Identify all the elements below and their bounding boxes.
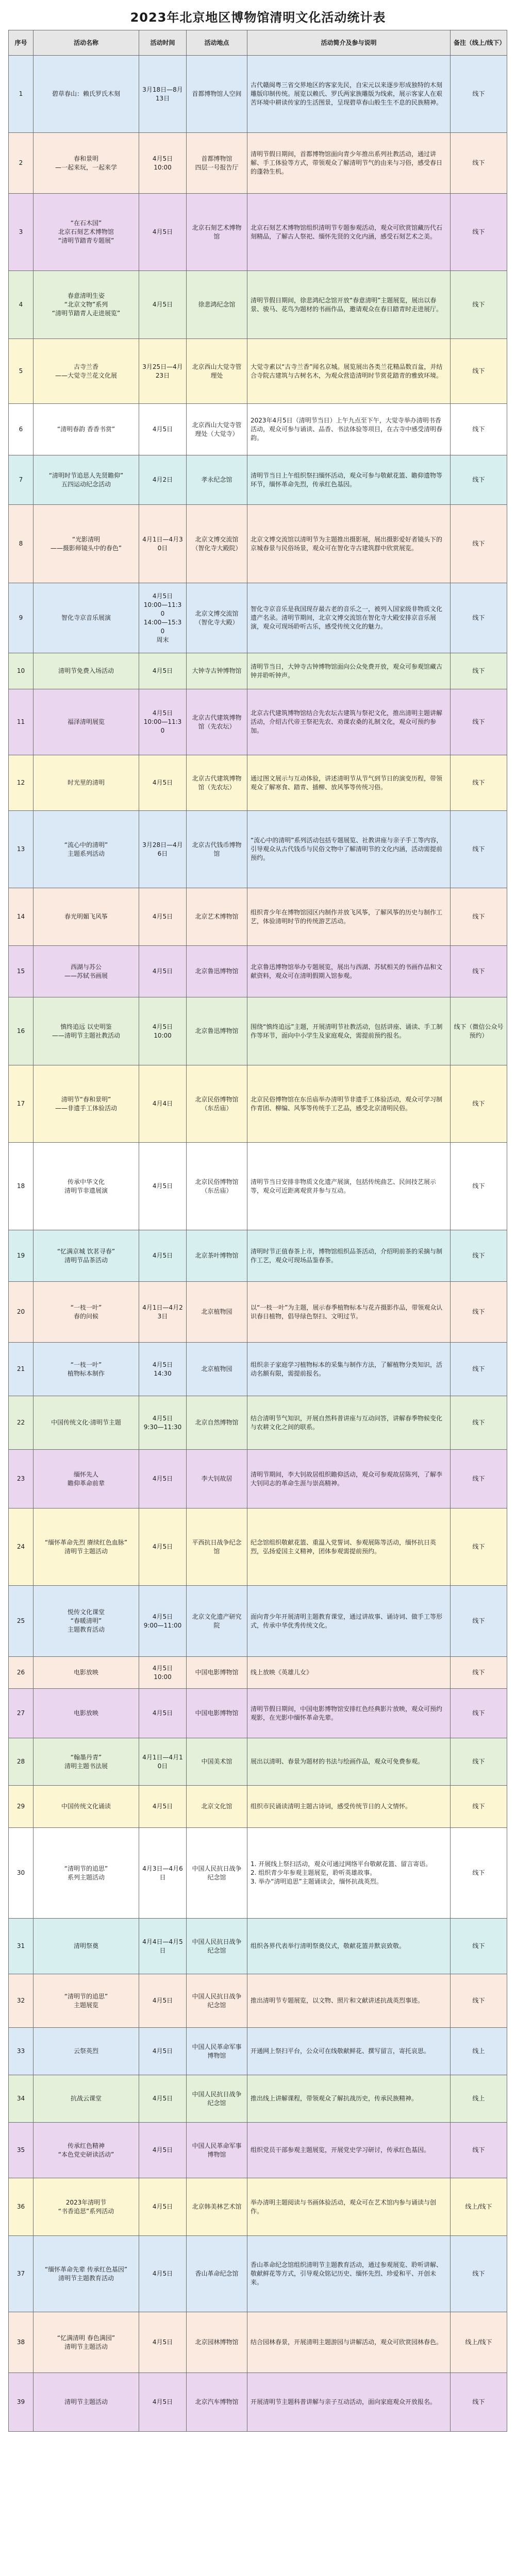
table-row xyxy=(9,1689,507,1738)
table-row xyxy=(9,811,507,888)
row-mode: 线下 xyxy=(451,1828,507,1919)
row-time: 4月5日 xyxy=(139,1786,187,1828)
row-mode: 线下 xyxy=(451,404,507,455)
row-no: 3 xyxy=(9,194,34,271)
row-place: 中国人民革命军事博物馆 xyxy=(187,2028,247,2075)
table-row xyxy=(9,2028,507,2075)
row-no: 22 xyxy=(9,1396,34,1450)
row-place: 北京鲁迅博物馆 xyxy=(187,946,247,997)
table-row xyxy=(9,56,507,133)
row-name: 抗战云课堂 xyxy=(34,2075,139,2123)
row-mode: 线下 xyxy=(451,1396,507,1450)
row-mode: 线下 xyxy=(451,1282,507,1343)
row-name: 传承中华文化 清明节非遗展演 xyxy=(34,1143,139,1230)
row-time: 4月1日—4月30日 xyxy=(139,505,187,583)
table-row xyxy=(9,133,507,194)
row-time: 4月5日 xyxy=(139,888,187,946)
row-desc: 线上放映《英雄儿女》 xyxy=(247,1657,451,1689)
row-mode: 线下 xyxy=(451,888,507,946)
table-row xyxy=(9,2312,507,2373)
row-desc: 推出清明节专题展览，以文物、照片和文献讲述抗战英烈事迹。 xyxy=(247,1974,451,2028)
row-no: 24 xyxy=(9,1509,34,1586)
row-mode: 线上 xyxy=(451,2028,507,2075)
row-no: 11 xyxy=(9,689,34,755)
row-time: 3月25日—4月23日 xyxy=(139,339,187,404)
row-name: 西湖与苏公 ——苏轼书画展 xyxy=(34,946,139,997)
row-name: 2023年清明节 “书香追思”系列活动 xyxy=(34,2178,139,2236)
row-mode: 线下 xyxy=(451,1065,507,1143)
row-mode: 线下 xyxy=(451,1143,507,1230)
row-time: 4月5日 xyxy=(139,2123,187,2178)
row-desc: 结合园林春景，开展清明主题游园与讲解活动，观众可欣赏园林春色。 xyxy=(247,2312,451,2373)
table-row xyxy=(9,1343,507,1396)
row-time: 4月3日—4月6日 xyxy=(139,1828,187,1919)
row-no: 26 xyxy=(9,1657,34,1689)
row-mode: 线下 xyxy=(451,1509,507,1586)
row-place: 中国电影博物馆 xyxy=(187,1657,247,1689)
header-place: 活动地点 xyxy=(187,30,247,56)
row-name: “清明节的追思” 主题展览 xyxy=(34,1974,139,2028)
row-time: 4月5日 xyxy=(139,2312,187,2373)
row-time: 4月5日 10:00—11:30 xyxy=(139,689,187,755)
row-no: 19 xyxy=(9,1230,34,1282)
row-desc: 清明节假日期间，首都博物馆面向青少年推出系列社教活动，通过讲解、手工体验等方式，带领观众了解清明节气的由来与习俗，感受春日的蓬勃生机。 xyxy=(247,133,451,194)
row-mode: 线下 xyxy=(451,1689,507,1738)
table-row xyxy=(9,997,507,1065)
table-row xyxy=(9,404,507,455)
row-place: 北京文博交流馆 （智化寺大殿） xyxy=(187,583,247,653)
row-no: 10 xyxy=(9,653,34,689)
row-name: “清明春韵 香香书赏” xyxy=(34,404,139,455)
row-no: 16 xyxy=(9,997,34,1065)
row-mode: 线下（微信公众号预约） xyxy=(451,997,507,1065)
row-mode: 线下 xyxy=(451,1343,507,1396)
header-desc: 活动简介及参与说明 xyxy=(247,30,451,56)
header-time: 活动时间 xyxy=(139,30,187,56)
row-name: “清明节的追思” 系列主题活动 xyxy=(34,1828,139,1919)
row-place: 北京民俗博物馆（东岳庙） xyxy=(187,1143,247,1230)
row-name: 春光明媚飞风筝 xyxy=(34,888,139,946)
row-time: 4月5日 xyxy=(139,653,187,689)
row-name: 春和景明 —一起来玩，一起来学 xyxy=(34,133,139,194)
row-no: 37 xyxy=(9,2236,34,2312)
row-desc: 面向青少年开展清明主题教育课堂，通过讲故事、诵诗词、做手工等形式，传承中华优秀传统文化。 xyxy=(247,1586,451,1657)
row-time: 4月5日 9:30—11:30 xyxy=(139,1396,187,1450)
row-desc: 通过图文展示与互动体验，讲述清明节从节气到节日的演变历程，带领观众了解寒食、踏青、插柳、放风筝等传统习俗。 xyxy=(247,755,451,811)
row-desc: 开展清明节主题科普讲解与亲子互动活动，面向家庭观众开放报名。 xyxy=(247,2373,451,2432)
row-time: 4月5日 xyxy=(139,2236,187,2312)
row-place: 中国人民抗日战争纪念馆 xyxy=(187,2075,247,2123)
row-desc: 清明节期间，李大钊故居组织瞻仰活动，观众可参观故居陈列，了解李大钊同志的革命生涯与崇高精神。 xyxy=(247,1450,451,1509)
row-name: 缅怀先人 瞻仰革命前辈 xyxy=(34,1450,139,1509)
row-place: 北京古代建筑博物馆（先农坛） xyxy=(187,689,247,755)
table-row xyxy=(9,194,507,271)
table-row xyxy=(9,1974,507,2028)
row-name: “光影清明 ——摄影师镜头中的春色” xyxy=(34,505,139,583)
table-row xyxy=(9,888,507,946)
row-no: 9 xyxy=(9,583,34,653)
table-row xyxy=(9,1450,507,1509)
row-time: 4月2日 xyxy=(139,455,187,505)
row-time: 4月5日 xyxy=(139,1689,187,1738)
row-mode: 线下 xyxy=(451,755,507,811)
row-place: 中国人民抗日战争纪念馆 xyxy=(187,1974,247,2028)
row-time: 4月5日 10:00 xyxy=(139,1657,187,1689)
row-time: 3月28日—4月6日 xyxy=(139,811,187,888)
row-place: 平西抗日战争纪念馆 xyxy=(187,1509,247,1586)
activity-table xyxy=(8,30,507,2432)
row-name: 福泽清明展览 xyxy=(34,689,139,755)
row-no: 17 xyxy=(9,1065,34,1143)
row-mode: 线上/线下 xyxy=(451,2178,507,2236)
row-place: 北京民俗博物馆（东岳庙） xyxy=(187,1065,247,1143)
row-time: 4月5日 xyxy=(139,404,187,455)
row-desc: 组织青少年在博物馆园区内制作并放飞风筝，了解风筝的历史与制作工艺，体验清明时节的传统游艺活动。 xyxy=(247,888,451,946)
row-place: 北京西山大觉寺管理处 xyxy=(187,339,247,404)
row-place: 中国美术馆 xyxy=(187,1738,247,1786)
row-mode: 线下 xyxy=(451,1450,507,1509)
row-mode: 线下 xyxy=(451,946,507,997)
row-mode: 线上 xyxy=(451,2075,507,2123)
row-desc: 清明节当日上午组织祭扫缅怀活动，观众可参与敬献花篮、瞻仰遗物等环节，缅怀革命先烈，传承红色基因。 xyxy=(247,455,451,505)
table-row xyxy=(9,653,507,689)
row-desc: 北京文博交流馆以清明节为主题推出摄影展，展出摄影爱好者镜头下的京城春景与民俗场景，观众可在智化寺古建筑群中欣赏展览。 xyxy=(247,505,451,583)
row-place: 北京文化馆 xyxy=(187,1786,247,1828)
table-row xyxy=(9,1657,507,1689)
row-desc: 组织各界代表举行清明祭奠仪式，敬献花篮并默哀致敬。 xyxy=(247,1919,451,1974)
row-desc: 开通网上祭扫平台，公众可在线敬献鲜花、撰写留言，寄托哀思。 xyxy=(247,2028,451,2075)
row-mode: 线下 xyxy=(451,653,507,689)
row-place: 徐悲鸿纪念馆 xyxy=(187,271,247,339)
row-place: 北京植物园 xyxy=(187,1282,247,1343)
row-mode: 线下 xyxy=(451,2236,507,2312)
row-name: 清明节主题活动 xyxy=(34,2373,139,2432)
row-no: 13 xyxy=(9,811,34,888)
row-no: 2 xyxy=(9,133,34,194)
row-name: 清明节免费入场活动 xyxy=(34,653,139,689)
row-time: 4月4日—4月5日 xyxy=(139,1919,187,1974)
row-name: “一枝一叶” 春的问候 xyxy=(34,1282,139,1343)
table-row xyxy=(9,1738,507,1786)
row-place: 中国人民革命军事博物馆 xyxy=(187,2123,247,2178)
table-row xyxy=(9,339,507,404)
row-name: 春意清明生姿 “北京文物”系列 “清明节踏青人走进展览” xyxy=(34,271,139,339)
row-no: 14 xyxy=(9,888,34,946)
row-no: 4 xyxy=(9,271,34,339)
row-name: 清明祭奠 xyxy=(34,1919,139,1974)
row-mode: 线下 xyxy=(451,1786,507,1828)
row-time: 4月5日 xyxy=(139,1450,187,1509)
row-no: 38 xyxy=(9,2312,34,2373)
row-name: “一枝一叶” 植物标本制作 xyxy=(34,1343,139,1396)
row-mode: 线下 xyxy=(451,271,507,339)
row-desc: 围绕“慎终追远”主题，开展清明节社教活动，包括讲座、诵读、手工制作等环节，面向中小学生及家庭观众，需提前预约报名。 xyxy=(247,997,451,1065)
row-time: 4月4日 xyxy=(139,1065,187,1143)
row-place: 北京韩美林艺术馆 xyxy=(187,2178,247,2236)
row-desc: 北京民俗博物馆在东岳庙举办清明节非遗手工体验活动，观众可学习制作青团、柳编、风筝等传统手工艺品，感受北京清明民俗。 xyxy=(247,1065,451,1143)
row-desc: 组织亲子家庭学习植物标本的采集与制作方法，了解植物分类知识，活动名额有限，需提前报名。 xyxy=(247,1343,451,1396)
table-row xyxy=(9,946,507,997)
row-place: 李大钊故居 xyxy=(187,1450,247,1509)
table-row xyxy=(9,505,507,583)
header-no: 序号 xyxy=(9,30,34,56)
table-row xyxy=(9,689,507,755)
row-mode: 线下 xyxy=(451,133,507,194)
row-place: 北京石刻艺术博物馆 xyxy=(187,194,247,271)
row-desc: 结合清明节气知识，开展自然科普讲座与互动问答，讲解春季物候变化与农耕文化之间的联系。 xyxy=(247,1396,451,1450)
row-no: 31 xyxy=(9,1919,34,1974)
row-mode: 线下 xyxy=(451,339,507,404)
row-desc: 清明节当日，大钟寺古钟博物馆面向公众免费开放，观众可参观馆藏古钟并聆听钟声。 xyxy=(247,653,451,689)
row-no: 8 xyxy=(9,505,34,583)
table-row xyxy=(9,2373,507,2432)
row-name: 云祭英烈 xyxy=(34,2028,139,2075)
row-desc: 展出以清明、春景为题材的书法与绘画作品，观众可免费参观。 xyxy=(247,1738,451,1786)
row-time: 4月5日 xyxy=(139,1974,187,2028)
page-title: 2023年北京地区博物馆清明文化活动统计表 xyxy=(130,10,386,25)
row-place: 北京古代建筑博物馆（先农坛） xyxy=(187,755,247,811)
row-name: 古寺兰香 ——大觉寺兰花文化展 xyxy=(34,339,139,404)
table-row xyxy=(9,1509,507,1586)
table-row xyxy=(9,1230,507,1282)
row-no: 15 xyxy=(9,946,34,997)
row-mode: 线下 xyxy=(451,56,507,133)
row-mode: 线下 xyxy=(451,811,507,888)
row-mode: 线下 xyxy=(451,1919,507,1974)
row-no: 30 xyxy=(9,1828,34,1919)
row-place: 香山革命纪念馆 xyxy=(187,2236,247,2312)
row-desc: 1. 开展线上祭扫活动，观众可通过网络平台敬献花篮、留言寄语。 2. 组织青少年参观主题展览，聆听英雄故事。 3. 举办“清明追思”主题诵读会，缅怀抗战英烈。 xyxy=(247,1828,451,1919)
row-desc: 2023年4月5日（清明节当日）上午九点至下午，大觉寺举办清明书香活动，观众可参与诵读、品香、书法体验等项目，在古寺中感受清明春韵。 xyxy=(247,404,451,455)
row-time: 4月5日 xyxy=(139,271,187,339)
row-no: 27 xyxy=(9,1689,34,1738)
row-time: 4月5日 xyxy=(139,755,187,811)
row-no: 12 xyxy=(9,755,34,811)
row-desc: 纪念馆组织敬献花篮、重温入党誓词、参观展陈等活动，缅怀抗日英烈，弘扬爱国主义精神，团体参观需提前预约。 xyxy=(247,1509,451,1586)
row-name: 碧草春山：赖氏罗氏木刻 xyxy=(34,56,139,133)
row-place: 北京植物园 xyxy=(187,1343,247,1396)
row-desc: 以“一枝一叶”为主题，展示春季植物标本与花卉摄影作品，带领观众认识春日植物，倡导绿色祭扫、文明过节。 xyxy=(247,1282,451,1343)
row-mode: 线下 xyxy=(451,1657,507,1689)
row-place: 大钟寺古钟博物馆 xyxy=(187,653,247,689)
row-time: 4月5日 10:00—11:30 14:00—15:30 周末 xyxy=(139,583,187,653)
row-place: 首都博物馆人空间 xyxy=(187,56,247,133)
row-place: 中国电影博物馆 xyxy=(187,1689,247,1738)
row-name: “缅怀革命先烈 赓续红色血脉” 清明节主题活动 xyxy=(34,1509,139,1586)
table-row xyxy=(9,1786,507,1828)
row-time: 4月5日 xyxy=(139,2075,187,2123)
table-row xyxy=(9,2236,507,2312)
table-row xyxy=(9,1396,507,1450)
row-time: 4月5日 xyxy=(139,1143,187,1230)
row-time: 4月5日 xyxy=(139,2028,187,2075)
row-desc: 推出线上讲解课程，带领观众了解抗战历史，传承民族精神。 xyxy=(247,2075,451,2123)
row-desc: 举办清明主题阅读与书画体验活动，观众可在艺术馆内参与诵读与创作。 xyxy=(247,2178,451,2236)
row-no: 32 xyxy=(9,1974,34,2028)
table-row xyxy=(9,1919,507,1974)
table-row xyxy=(9,2123,507,2178)
row-no: 20 xyxy=(9,1282,34,1343)
row-name: 中国传统文化·清明节主题 xyxy=(34,1396,139,1450)
row-no: 25 xyxy=(9,1586,34,1657)
row-desc: 北京鲁迅博物馆举办专题展览，展出与西湖、苏轼相关的书画作品和文献资料，观众可在清明假期入馆参观。 xyxy=(247,946,451,997)
row-name: 智化寺京音乐展演 xyxy=(34,583,139,653)
row-no: 18 xyxy=(9,1143,34,1230)
row-name: 传承红色精神 “本色党史研读活动” xyxy=(34,2123,139,2178)
table-row xyxy=(9,1065,507,1143)
row-desc: 古代赣闽粤三省交界地区的客家先民，自宋元以来逐步形成独特的木刻雕版印制传统。展览以赖氏、罗氏两家族雕版为线索，展示客家人在艰苦环境中耕读传家的生活图景，呈现碧草春山般生生不息的民族精神。 xyxy=(247,56,451,133)
table-body xyxy=(9,56,507,2432)
table-row xyxy=(9,1143,507,1230)
row-desc: 组织党员干部参观主题展览，开展党史学习研讨，传承红色基因。 xyxy=(247,2123,451,2178)
row-desc: 香山革命纪念馆组织清明节主题教育活动，通过参观展览、聆听讲解、敬献鲜花等方式，引导观众铭记历史、缅怀先烈、珍爱和平、开创未来。 xyxy=(247,2236,451,2312)
row-mode: 线下 xyxy=(451,1738,507,1786)
row-place: 孝永纪念馆 xyxy=(187,455,247,505)
table-row xyxy=(9,755,507,811)
row-no: 36 xyxy=(9,2178,34,2236)
row-place: 中国人民抗日战争纪念馆 xyxy=(187,1919,247,1974)
row-desc: 清明节假日期间，徐悲鸿纪念馆开放“春意清明”主题展览，展出以春景、骏马、花鸟为题材的书画作品，邀请观众在春日踏青时走进展厅。 xyxy=(247,271,451,339)
row-mode: 线下 xyxy=(451,2373,507,2432)
row-place: 北京汽车博物馆 xyxy=(187,2373,247,2432)
row-name: “翰墨丹青” 清明主题书法展 xyxy=(34,1738,139,1786)
table-row xyxy=(9,455,507,505)
row-mode: 线下 xyxy=(451,505,507,583)
table-row xyxy=(9,1282,507,1343)
row-time: 4月5日 14:30 xyxy=(139,1343,187,1396)
row-time: 4月1日—4月23日 xyxy=(139,1282,187,1343)
row-time: 4月5日 xyxy=(139,1230,187,1282)
row-name: “缅怀革命先辈 传承红色基因” 清明节主题教育活动 xyxy=(34,2236,139,2312)
row-place: 中国人民抗日战争纪念馆 xyxy=(187,1828,247,1919)
table-row xyxy=(9,271,507,339)
row-place: 北京西山大觉寺管理处（大觉寺） xyxy=(187,404,247,455)
row-no: 34 xyxy=(9,2075,34,2123)
row-mode: 线下 xyxy=(451,2123,507,2178)
table-header-row xyxy=(9,30,507,56)
header-mode: 备注（线上/线下） xyxy=(451,30,507,56)
row-time: 4月5日 10:00 xyxy=(139,133,187,194)
row-name: “忆满京城 饮茗寻春” 清明节品茶活动 xyxy=(34,1230,139,1282)
row-time: 4月5日 xyxy=(139,2373,187,2432)
row-name: “忆满清明 春色满园” 清明节主题活动 xyxy=(34,2312,139,2373)
row-name: 清明节“春和景明” ——非遗手工体验活动 xyxy=(34,1065,139,1143)
row-place: 北京文化遗产研究院 xyxy=(187,1586,247,1657)
row-no: 33 xyxy=(9,2028,34,2075)
row-no: 21 xyxy=(9,1343,34,1396)
row-time: 4月5日 xyxy=(139,946,187,997)
row-mode: 线下 xyxy=(451,689,507,755)
table-row xyxy=(9,1586,507,1657)
row-name: “流心中的清明” 主题系列活动 xyxy=(34,811,139,888)
row-time: 4月5日 9:00—11:00 xyxy=(139,1586,187,1657)
row-time: 4月5日 xyxy=(139,194,187,271)
row-name: 时光里的清明 xyxy=(34,755,139,811)
row-mode: 线下 xyxy=(451,455,507,505)
row-desc: 清明节假日期间，中国电影博物馆安排红色经典影片放映，观众可预约观影，在光影中缅怀革命先辈。 xyxy=(247,1689,451,1738)
table-row xyxy=(9,2075,507,2123)
table-row xyxy=(9,2178,507,2236)
row-time: 4月5日 10:00 xyxy=(139,997,187,1065)
row-time: 4月5日 xyxy=(139,2178,187,2236)
row-time: 4月5日 xyxy=(139,1509,187,1586)
table-row xyxy=(9,1828,507,1919)
row-place: 北京文博交流馆（智化寺大殿院） xyxy=(187,505,247,583)
row-no: 29 xyxy=(9,1786,34,1828)
row-desc: “流心中的清明”系列活动包括专题展览、社教讲座与亲子手工等内容，引导观众从古代钱币与民俗文物中了解清明节的文化内涵，活动需提前预约。 xyxy=(247,811,451,888)
row-desc: 北京古代建筑博物馆结合先农坛古建筑与祭祀文化，推出清明主题讲解活动，介绍古代帝王祭祀先农、劝课农桑的礼制文化，观众可预约参加。 xyxy=(247,689,451,755)
row-mode: 线下 xyxy=(451,1230,507,1282)
row-time: 3月18日—8月13日 xyxy=(139,56,187,133)
row-mode: 线上/线下 xyxy=(451,2312,507,2373)
row-place: 北京园林博物馆 xyxy=(187,2312,247,2373)
row-desc: 清明时节正值春茶上市，博物馆组织品茶活动，介绍明前茶的采摘与制作工艺，观众可现场品鉴春茶。 xyxy=(247,1230,451,1282)
row-no: 6 xyxy=(9,404,34,455)
row-time: 4月1日—4月10日 xyxy=(139,1738,187,1786)
header-name: 活动名称 xyxy=(34,30,139,56)
row-no: 23 xyxy=(9,1450,34,1509)
row-place: 北京古代钱币博物馆 xyxy=(187,811,247,888)
row-name: 电影放映 xyxy=(34,1689,139,1738)
row-desc: 组织市民诵读清明主题古诗词，感受传统节日的人文情怀。 xyxy=(247,1786,451,1828)
row-desc: 北京石刻艺术博物馆组织清明节专题参观活动，观众可欣赏馆藏历代石刻精品，了解古人祭祀、缅怀先贤的文化内涵，感受石刻艺术之美。 xyxy=(247,194,451,271)
row-name: 悦传文化课堂 “春暖清明” 主题教育活动 xyxy=(34,1586,139,1657)
row-mode: 线下 xyxy=(451,194,507,271)
row-place: 首都博物馆 四层一号报告厅 xyxy=(187,133,247,194)
row-mode: 线下 xyxy=(451,1586,507,1657)
row-name: 慎终追远 以史明鉴 ——清明节主题社教活动 xyxy=(34,997,139,1065)
row-no: 7 xyxy=(9,455,34,505)
row-place: 北京鲁迅博物馆 xyxy=(187,997,247,1065)
table-row xyxy=(9,583,507,653)
row-mode: 线下 xyxy=(451,583,507,653)
row-no: 35 xyxy=(9,2123,34,2178)
row-no: 39 xyxy=(9,2373,34,2432)
row-name: “清明时节追思人先贤瞻仰” 五四运动纪念活动 xyxy=(34,455,139,505)
row-place: 北京艺术博物馆 xyxy=(187,888,247,946)
row-name: 中国传统文化诵读 xyxy=(34,1786,139,1828)
row-mode: 线下 xyxy=(451,1974,507,2028)
row-no: 1 xyxy=(9,56,34,133)
row-no: 28 xyxy=(9,1738,34,1786)
row-desc: 智化寺京音乐是我国现存最古老的音乐之一，被列入国家级非物质文化遗产名录。清明节期间，北京文博交流馆在智化寺大殿安排京音乐展演，观众可现场聆听古乐，感受传统文化的魅力。 xyxy=(247,583,451,653)
row-desc: 大觉寺素以“古寺兰香”闻名京城。展览展出各类兰花精品数百盆，并结合寺院古建筑与古树名木，为观众营造清明时节赏花踏青的雅致环境。 xyxy=(247,339,451,404)
row-place: 北京自然博物馆 xyxy=(187,1396,247,1450)
row-no: 5 xyxy=(9,339,34,404)
row-name: 电影放映 xyxy=(34,1657,139,1689)
row-desc: 清明节当日安排非物质文化遗产展演，包括传统曲艺、民间技艺展示等，观众可近距离观赏并参与互动。 xyxy=(247,1143,451,1230)
row-name: “在石木国” 北京石刻艺术博物馆 “清明节踏青专题展” xyxy=(34,194,139,271)
row-place: 北京茶叶博物馆 xyxy=(187,1230,247,1282)
